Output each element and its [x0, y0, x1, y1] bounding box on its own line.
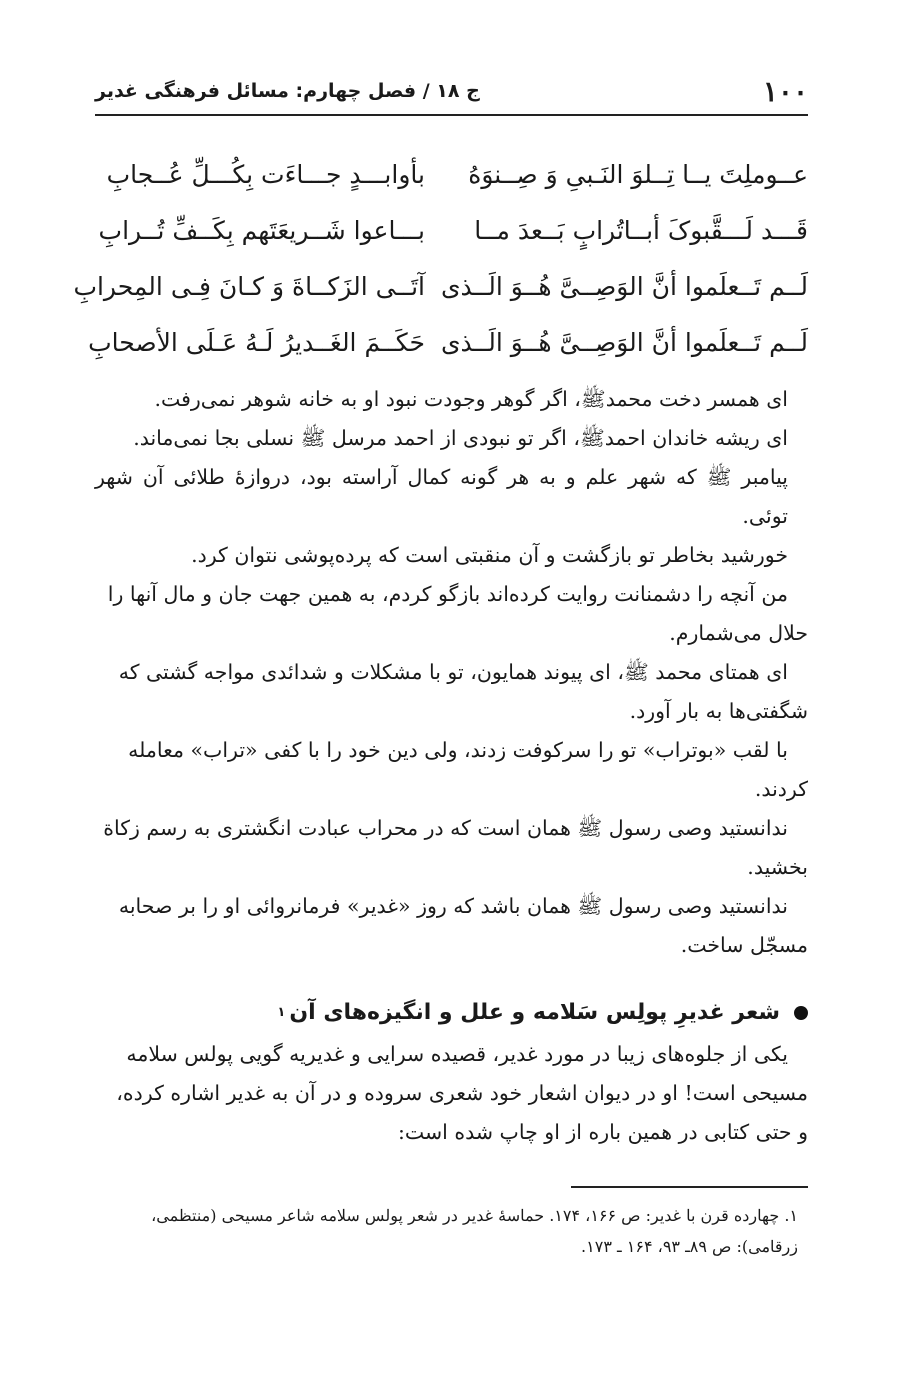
translation-line: مسجّل ساخت.: [680, 933, 808, 957]
footnote-divider: [571, 1186, 808, 1188]
translation-line: پیامبر ﷺ که شهر علم و به هر گونه کمال آراسته بود، دروازهٔ طلائی آن شهر توئی.: [95, 465, 788, 528]
poem-verse: [88, 314, 808, 370]
footnote-reference: ۱: [277, 1005, 286, 1020]
intro-paragraph: [95, 1035, 808, 1152]
hemistich-first: عــوملِتَ یــا تِــلوَ النَـبیِ وَ صِــنوَهُ: [468, 159, 808, 189]
translation-line: ندانستید وصی رسول ﷺ همان است که در محراب عبادت انگشتری به رسم زکاة: [103, 816, 788, 840]
page-number: ۱۰۰: [762, 75, 808, 108]
running-head: ج ۱۸ / فصل چهارم: مسائل فرهنگی غدیر: [95, 80, 480, 102]
hemistich-second: بأوابـــدٍ جـــاءَت بِکُـــلِّ عُــجابِ: [106, 159, 425, 189]
footnote-line: زرقامی): ص ۸۹ـ ۹۳، ۱۶۴ ـ ۱۷۳.: [581, 1237, 798, 1256]
book-page: [73, 60, 808, 1262]
translation-line: با لقب «بوتراب» تو را سرکوفت زدند، ولی دین خود را با کفی «تراب» معامله: [128, 738, 788, 762]
intro-line: مسیحی است! او در دیوان اشعار خود شعری سروده و در آن به غدیر اشاره کرده،: [116, 1081, 808, 1105]
translation-line: خورشید بخاطر تو بازگشت و آن منقبتی است که پرده‌پوشی نتوان کرد.: [191, 543, 788, 567]
poem-verse: [73, 258, 808, 314]
translation-line: ای ریشه خاندان احمدﷺ، اگر تو نبودی از احمد مرسل ﷺ نسلی بجا نمی‌ماند.: [133, 426, 788, 450]
bullet-icon: [794, 1006, 808, 1020]
poem: [73, 146, 808, 370]
translation-line: حلال می‌شمارم.: [669, 621, 808, 645]
hemistich-second: بـــاعوا شَــریعَتَهم بِکَــفِّ تُــرابِ: [98, 215, 425, 245]
footnote-line: ۱. چهارده قرن با غدیر: ص ۱۶۶، ۱۷۴. حماسهٔ غدیر در شعر پولس سلامه شاعر مسیحی (منتظمی،: [151, 1206, 798, 1225]
intro-line: یکی از جلوه‌های زیبا در مورد غدیر، قصیده سرایی و غدیریه گویی پولس سلامه: [126, 1042, 788, 1066]
translation-line: ندانستید وصی رسول ﷺ همان باشد که روز «غدیر» فرمانروائی او را بر صحابه: [118, 894, 788, 918]
translation-line: ای همتای محمد ﷺ، ای پیوند همایون، تو با مشکلات و شدائدی مواجه گشتی که: [118, 660, 788, 684]
section-heading-text: شعر غدیرِ پولِس سَلامه و علل و انگیزه‌های آن: [289, 1000, 780, 1025]
hemistich-second: آتَــی الزَکــاةَ وَ کـانَ فِـی المِحرابِ: [73, 271, 425, 301]
section-heading: [95, 991, 808, 1035]
hemistich-first: لَــم تَــعلَموا أنَّ الوَصِــیَّ هُــوَ الَــذی: [440, 271, 808, 301]
translation-line: ای همسر دخت محمدﷺ، اگر گوهر وجودت نبود او به خانه شوهر نمی‌رفت.: [154, 387, 788, 411]
hemistich-second: حَکَــمَ الغَــدیرُ لَـهُ عَـلَی الأصحابِ: [88, 327, 425, 357]
footnote: [95, 1200, 808, 1262]
translation-line: من آنچه را دشمنانت روایت کرده‌اند بازگو کردم، به همین جهت جان و مال آنها را: [107, 582, 788, 606]
hemistich-first: لَــم تَــعلَموا أنَّ الوَصِــیَّ هُــوَ الَــذی: [440, 327, 808, 357]
translation-line: کردند.: [754, 777, 808, 801]
translation-line: شگفتی‌ها به بار آورد.: [629, 699, 808, 723]
hemistich-first: قَـــد لَـــقَّبوکَ أبــاتُرابٍ بَــعدَ مــا: [474, 215, 808, 245]
poem-verse: [95, 146, 808, 202]
poem-verse: [95, 202, 808, 258]
translation-line: بخشید.: [747, 855, 808, 879]
poem-translation: [95, 380, 808, 965]
intro-line: و حتی کتابی در همین باره از او چاپ شده است:: [397, 1120, 808, 1144]
page-header: [95, 60, 808, 116]
